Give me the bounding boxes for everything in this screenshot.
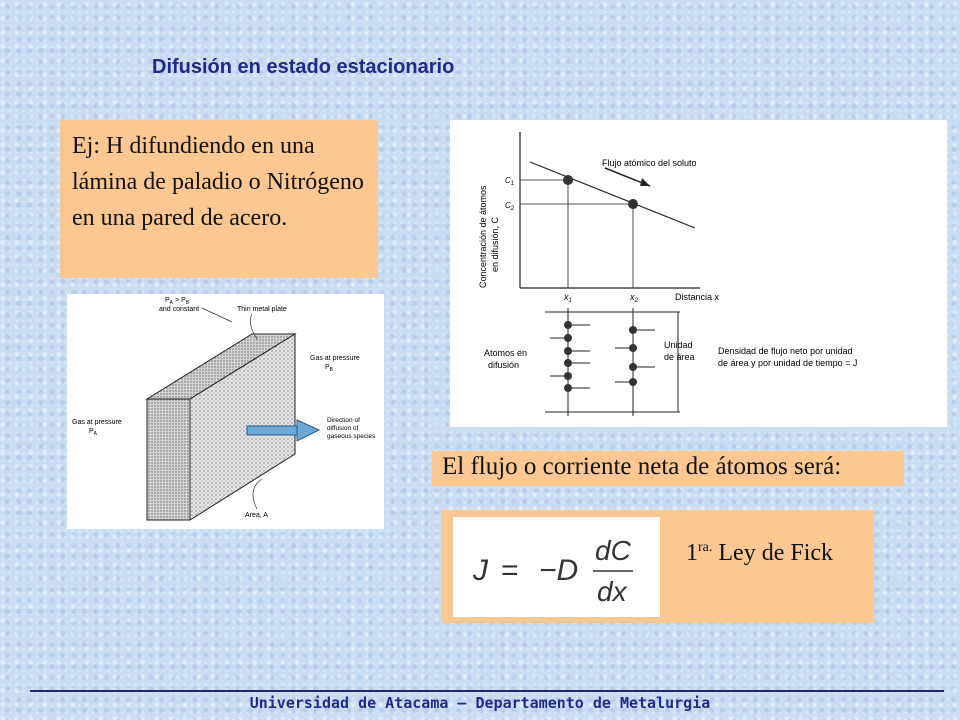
diffusion-arrow-head	[297, 420, 319, 441]
concentration-diagram	[450, 120, 947, 427]
plate-diagram	[67, 294, 384, 529]
gas-a-label-line2: $P_A$	[89, 428, 98, 437]
formula-numerator: dC	[595, 535, 631, 566]
fick-formula	[453, 517, 660, 617]
concentration-line	[530, 162, 695, 228]
formula-j: J	[473, 554, 488, 587]
density-label-line1: Densidad de flujo neto por unidad	[718, 346, 853, 356]
area-label: Area, A	[245, 512, 268, 519]
direction-label-line3: gaseous species	[327, 433, 376, 440]
and-constant-label: and constant	[159, 306, 200, 313]
y-axis-label-line2: en difusión, C	[490, 216, 500, 272]
example-box	[60, 120, 378, 278]
flux-statement-box	[432, 451, 904, 486]
pressure-relation-label: $P_A > P_B$	[165, 297, 190, 306]
atoms-label-line2: difusión	[488, 360, 520, 370]
diffusion-arrow-body	[247, 426, 299, 435]
gas-b-label-line2: $P_B$	[325, 364, 334, 373]
formula-minus-d: −D	[539, 554, 579, 587]
fick-law-label: $1^{ra.}$ Ley de Fick	[686, 540, 834, 566]
c2-label: $C_2$	[505, 201, 515, 212]
concentration-figure	[450, 120, 947, 427]
flux-statement: El flujo o corriente neta de átomos será:	[442, 453, 842, 480]
x1-label: $x_1$	[564, 292, 572, 304]
unit-area-label-line1: Unidad	[664, 340, 693, 350]
x2-label: $x_2$	[630, 292, 638, 304]
thin-plate-label: Thin metal plate	[237, 306, 287, 313]
atoms-label-line1: Atomos en	[484, 348, 528, 358]
unit-area-label-line2: de área	[664, 352, 695, 362]
plate-front-face	[147, 399, 190, 520]
plate-figure	[67, 294, 384, 529]
slide-title: Difusión en estado estacionario	[152, 56, 455, 78]
footer-text: Universidad de Atacama – Departamento de Metalurgia	[249, 694, 711, 712]
footer-divider	[30, 690, 944, 692]
x-axis-label: Distancia x	[675, 292, 720, 302]
density-label-line2: de área y por unidad de tiempo = J	[718, 358, 858, 368]
c2-point	[628, 199, 638, 209]
formula-equals: =	[501, 554, 519, 587]
gas-b-label-line1: Gas at pressure	[310, 355, 360, 362]
c1-point	[563, 175, 573, 185]
formula-denominator: dx	[597, 576, 627, 607]
gas-a-label-line1: Gas at pressure	[72, 419, 122, 426]
y-axis-label-line1: Concentración de átomos	[478, 185, 488, 288]
direction-label-line1: Direction of	[327, 417, 360, 424]
c1-label: $C_1$	[505, 176, 515, 187]
flow-label: Flujo atómico del soluto	[602, 158, 697, 168]
direction-label-line2: diffusion of	[327, 425, 359, 432]
example-text: Ej: H difundiendo en una lámina de paladio o Nitrógeno en una pared de acero.	[72, 133, 364, 231]
fick-formula-svg	[453, 517, 660, 617]
